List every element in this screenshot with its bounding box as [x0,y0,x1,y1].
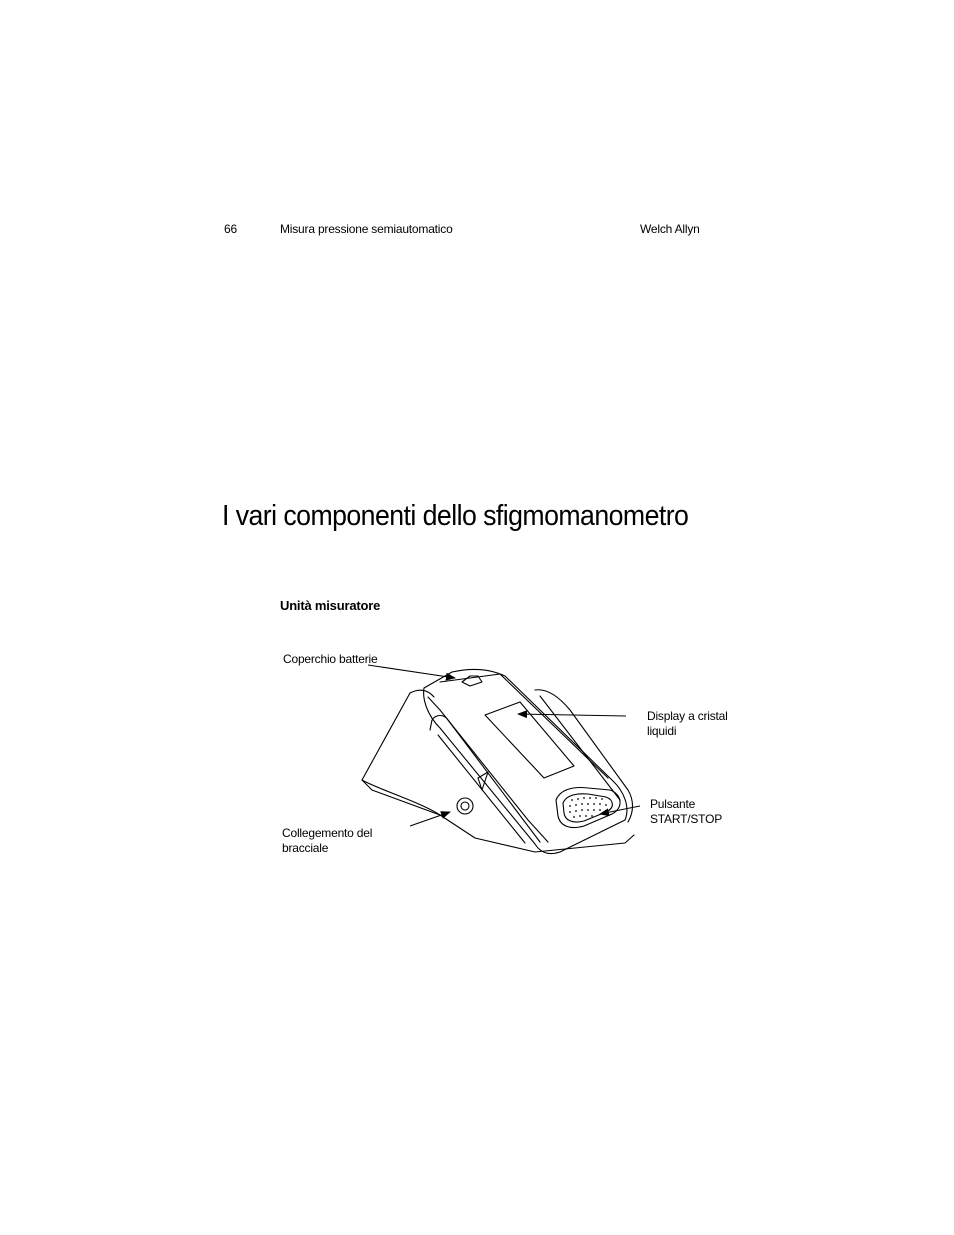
callout-cuff-connection-line1: Collegemento del [282,826,373,840]
battery-cover-leader [368,665,455,678]
brand-name: Welch Allyn [640,222,700,236]
button-dot-pattern [569,797,607,818]
cuff-connection-leader [410,812,450,826]
device-top-housing [424,669,627,853]
callout-lcd-display-line1: Display a cristal [647,709,728,723]
lcd-display-window [485,702,574,778]
device-base [362,693,634,852]
callout-start-stop [650,797,722,827]
figure-subtitle: Unità misuratore [280,598,381,613]
callout-lcd-display-line2: liquidi [647,724,677,738]
page-number: 66 [224,222,237,236]
callout-start-stop-line2: START/STOP [650,812,723,826]
section-title: Misura pressione semiautomatico [280,222,453,236]
page-title: I vari componenti dello sfigmomanometro [222,500,689,532]
callout-battery-cover-text: Coperchio batterie [283,652,378,666]
cuff-connector-port [457,798,473,814]
start-stop-leader [600,806,640,814]
callout-start-stop-line1: Pulsante [650,797,696,811]
callout-lcd-display [647,709,728,739]
display-leader [518,714,626,716]
callout-cuff-connection-line2: bracciale [282,841,329,855]
callout-battery-cover [283,652,377,667]
callout-cuff-connection [282,826,372,856]
